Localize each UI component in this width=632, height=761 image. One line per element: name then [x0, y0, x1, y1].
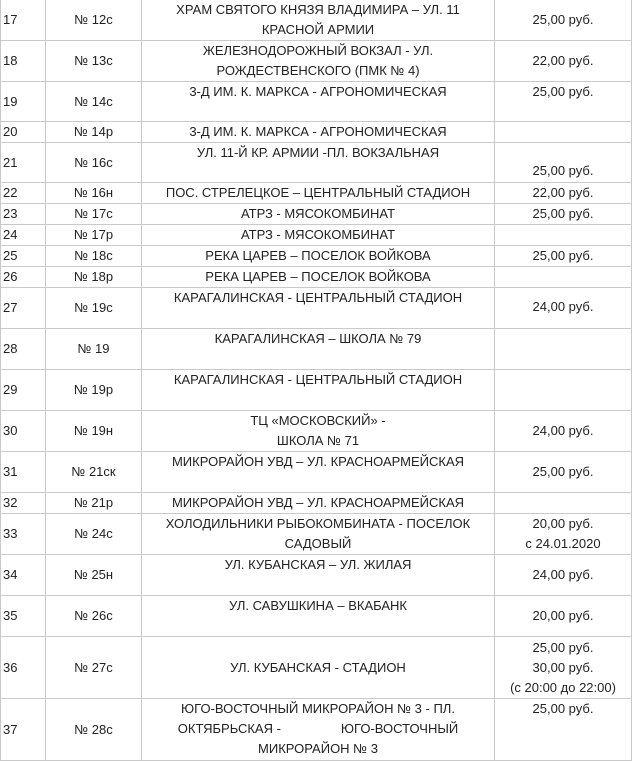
- route-stops: АТРЗ - МЯСОКОМБИНАТ: [142, 225, 495, 246]
- route-number: № 17р: [46, 225, 142, 246]
- table-row: [1, 637, 632, 699]
- fare: 25,00 руб.: [495, 452, 632, 493]
- route-number: № 17с: [46, 204, 142, 225]
- row-number: 22: [1, 183, 46, 204]
- fare: 24,00 руб.: [495, 288, 632, 329]
- route-number: № 24с: [46, 514, 142, 555]
- row-number: 23: [1, 204, 46, 225]
- route-number: № 16с: [46, 143, 142, 183]
- row-number: 30: [1, 411, 46, 452]
- route-stops: ЖЕЛЕЗНОДОРОЖНЫЙ ВОКЗАЛ - УЛ. РОЖДЕСТВЕНСКОГО (ПМК № 4): [142, 41, 495, 82]
- table-row: [1, 288, 632, 329]
- row-number: 27: [1, 288, 46, 329]
- table-row: [1, 143, 632, 183]
- table-row: [1, 411, 632, 452]
- row-number: 24: [1, 225, 46, 246]
- table-row: [1, 493, 632, 514]
- row-number: 19: [1, 82, 46, 122]
- route-number: № 12с: [46, 0, 142, 41]
- fare: [495, 267, 632, 288]
- row-number: 31: [1, 452, 46, 493]
- route-stops: РЕКА ЦАРЕВ – ПОСЕЛОК ВОЙКОВА: [142, 246, 495, 267]
- row-number: 35: [1, 596, 46, 637]
- route-number: № 21ск: [46, 452, 142, 493]
- route-stops: МИКРОРАЙОН УВД – УЛ. КРАСНОАРМЕЙСКАЯ: [142, 493, 495, 514]
- route-number: № 19с: [46, 288, 142, 329]
- route-stops: УЛ. 11-Й КР. АРМИИ -ПЛ. ВОКЗАЛЬНАЯ: [142, 143, 495, 183]
- route-stops: РЕКА ЦАРЕВ – ПОСЕЛОК ВОЙКОВА: [142, 267, 495, 288]
- route-stops: 3-Д ИМ. К. МАРКСА - АГРОНОМИЧЕСКАЯ: [142, 82, 495, 122]
- fare: [495, 122, 632, 143]
- route-stops: УЛ. КУБАНСКАЯ - СТАДИОН: [142, 637, 495, 699]
- row-number: 28: [1, 329, 46, 370]
- fare: 24,00 руб.: [495, 411, 632, 452]
- table-row: [1, 246, 632, 267]
- table-row: [1, 204, 632, 225]
- table-row: [1, 329, 632, 370]
- row-number: 29: [1, 370, 46, 411]
- table-row: [1, 370, 632, 411]
- fare: 25,00 руб.: [495, 82, 632, 122]
- table-row: [1, 225, 632, 246]
- route-number: № 13с: [46, 41, 142, 82]
- fare: 25,00 руб.: [495, 0, 632, 41]
- row-number: 33: [1, 514, 46, 555]
- route-number: № 19р: [46, 370, 142, 411]
- row-number: 21: [1, 143, 46, 183]
- fare: 20,00 руб. с 24.01.2020: [495, 514, 632, 555]
- route-number: № 27с: [46, 637, 142, 699]
- route-stops: ХРАМ СВЯТОГО КНЯЗЯ ВЛАДИМИРА – УЛ. 11 КРАСНОЙ АРМИИ: [142, 0, 495, 41]
- route-stops: ЮГО-ВОСТОЧНЫЙ МИКРОРАЙОН № 3 - ПЛ. ОКТЯБРЬСКАЯ - ЮГО-ВОСТОЧНЫЙ МИКРОРАЙОН № 3: [142, 699, 495, 761]
- route-number: № 26с: [46, 596, 142, 637]
- row-number: 25: [1, 246, 46, 267]
- row-number: 32: [1, 493, 46, 514]
- route-number: № 25н: [46, 555, 142, 596]
- route-number: № 14р: [46, 122, 142, 143]
- route-stops: АТРЗ - МЯСОКОМБИНАТ: [142, 204, 495, 225]
- fare: 24,00 руб.: [495, 555, 632, 596]
- table-row: [1, 0, 632, 41]
- route-stops: ХОЛОДИЛЬНИКИ РЫБОКОМБИНАТА - ПОСЕЛОК САДОВЫЙ: [142, 514, 495, 555]
- table-row: [1, 596, 632, 637]
- table-row: [1, 514, 632, 555]
- route-number: № 18с: [46, 246, 142, 267]
- table-row: [1, 82, 632, 122]
- table-row: [1, 41, 632, 82]
- fare: 25,00 руб.: [495, 143, 632, 183]
- route-number: № 16н: [46, 183, 142, 204]
- route-stops: МИКРОРАЙОН УВД – УЛ. КРАСНОАРМЕЙСКАЯ: [142, 452, 495, 493]
- route-number: № 21р: [46, 493, 142, 514]
- route-number: № 28с: [46, 699, 142, 761]
- route-number: № 14с: [46, 82, 142, 122]
- route-number: № 19: [46, 329, 142, 370]
- route-stops: 3-Д ИМ. К. МАРКСА - АГРОНОМИЧЕСКАЯ: [142, 122, 495, 143]
- fare: 25,00 руб.: [495, 699, 632, 761]
- table-row: [1, 183, 632, 204]
- row-number: 20: [1, 122, 46, 143]
- fare: [495, 493, 632, 514]
- fare: 25,00 руб.: [495, 246, 632, 267]
- route-stops: ТЦ «МОСКОВСКИЙ» - ШКОЛА № 71: [142, 411, 495, 452]
- row-number: 34: [1, 555, 46, 596]
- fare: 22,00 руб.: [495, 41, 632, 82]
- route-stops: ПОС. СТРЕЛЕЦКОЕ – ЦЕНТРАЛЬНЫЙ СТАДИОН: [142, 183, 495, 204]
- route-stops: КАРАГАЛИНСКАЯ – ШКОЛА № 79: [142, 329, 495, 370]
- table-row: [1, 267, 632, 288]
- table-row: [1, 452, 632, 493]
- fare: [495, 370, 632, 411]
- route-number: № 18р: [46, 267, 142, 288]
- table-row: [1, 699, 632, 761]
- route-stops: КАРАГАЛИНСКАЯ - ЦЕНТРАЛЬНЫЙ СТАДИОН: [142, 370, 495, 411]
- route-stops: УЛ. САВУШКИНА – ВКАБАНК: [142, 596, 495, 637]
- fare: 25,00 руб. 30,00 руб. (с 20:00 до 22:00): [495, 637, 632, 699]
- row-number: 36: [1, 637, 46, 699]
- table-row: [1, 555, 632, 596]
- row-number: 17: [1, 0, 46, 41]
- row-number: 18: [1, 41, 46, 82]
- route-stops: УЛ. КУБАНСКАЯ – УЛ. ЖИЛАЯ: [142, 555, 495, 596]
- fare: [495, 225, 632, 246]
- fare: 22,00 руб.: [495, 183, 632, 204]
- row-number: 26: [1, 267, 46, 288]
- route-stops: КАРАГАЛИНСКАЯ - ЦЕНТРАЛЬНЫЙ СТАДИОН: [142, 288, 495, 329]
- fare: 20,00 руб.: [495, 596, 632, 637]
- route-number: № 19н: [46, 411, 142, 452]
- fare: [495, 329, 632, 370]
- row-number: 37: [1, 699, 46, 761]
- fare: 25,00 руб.: [495, 204, 632, 225]
- table-row: [1, 122, 632, 143]
